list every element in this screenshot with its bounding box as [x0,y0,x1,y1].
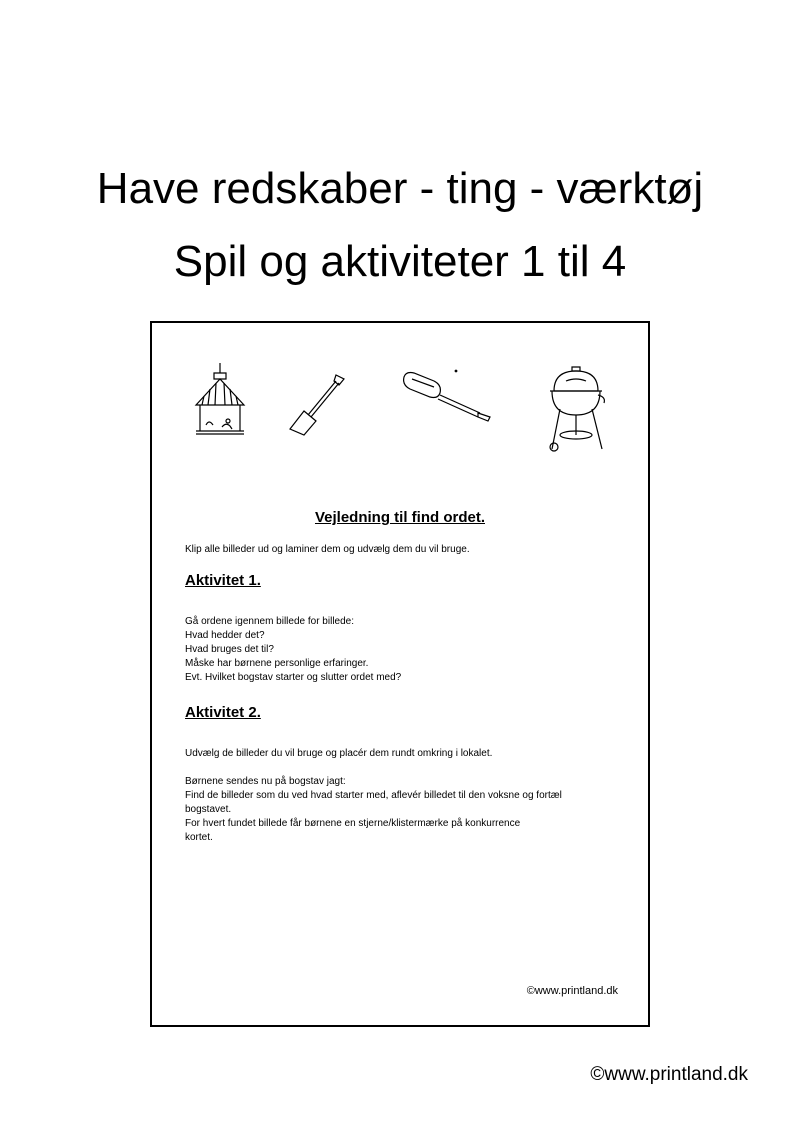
activity-2-line: Udvælg de billeder du vil bruge og placér dem rundt omkring i lokalet. [185,748,493,759]
activity-2-line: Børnene sendes nu på bogstav jagt: [185,776,346,787]
activity-1-line: Måske har børnene personlige erfaringer. [185,658,369,669]
sheet-copyright: ©www.printland.dk [526,985,618,997]
activity-1-line: Hvad hedder det? [185,630,265,641]
grill-icon [546,361,610,455]
activity-1-line: Evt. Hvilket bogstav starter og slutter ordet med? [185,672,402,683]
screwdriver-icon [400,369,494,425]
activity-2-line: For hvert fundet billede får børnene en stjerne/klistermærke på konkurrence [185,818,521,829]
page-title-line-1: Have redskaber - ting - værktøj [96,164,704,213]
activity-1-line: Gå ordene igennem billede for billede: [185,616,354,627]
birdhouse-icon [192,361,248,437]
activity-2-title: Aktivitet 2. [185,704,261,721]
activity-2-line: bogstavet. [185,804,232,815]
page-title-line-2: Spil og aktiviteter 1 til 4 [173,237,627,286]
activity-2-line: Find de billeder som du ved hvad starter med, aflevér billedet til den voksne og fortæl [185,790,562,801]
page-copyright: ©www.printland.dk [590,1064,748,1085]
intro-text: Klip alle billeder ud og laminer dem og udvælg dem du vil bruge. [185,544,470,555]
activity-1-line: Hvad bruges det til? [185,644,274,655]
instruction-sheet [150,321,650,1027]
shovel-icon [284,371,348,439]
sheet-heading: Vejledning til find ordet. [314,509,485,526]
activity-1-title: Aktivitet 1. [185,572,261,589]
activity-2-line: kortet. [185,832,213,843]
